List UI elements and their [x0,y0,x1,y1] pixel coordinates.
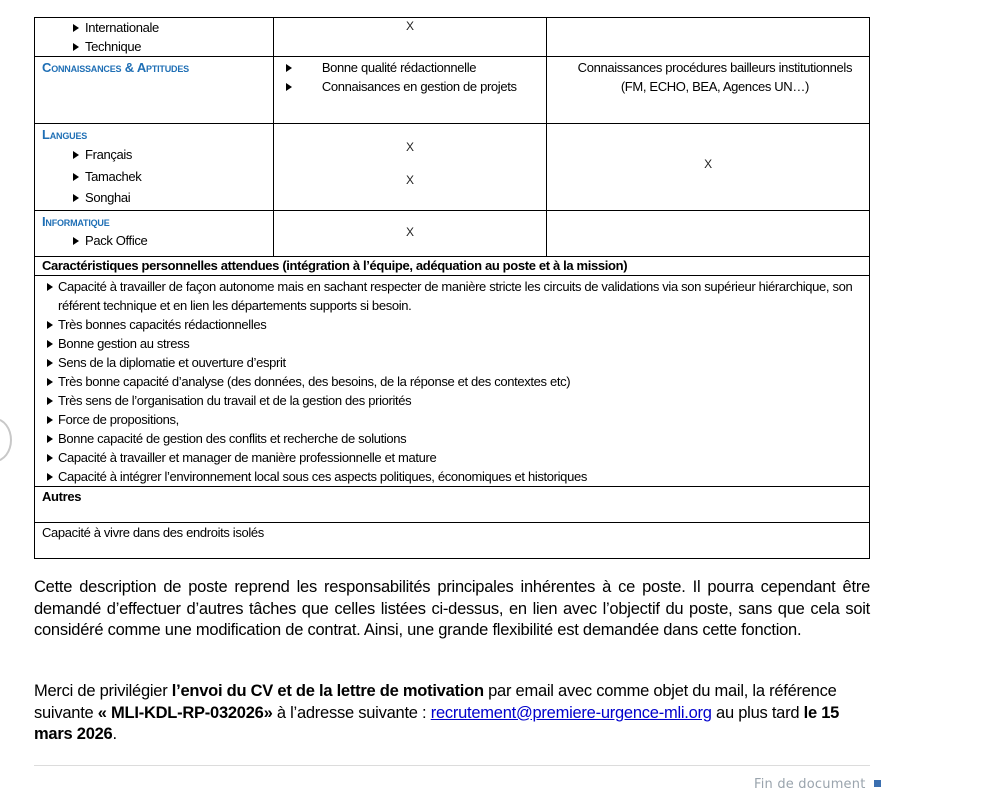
bullet-triangle-icon [47,359,53,367]
bullet-triangle-icon [47,435,53,443]
end-of-document-label: Fin de document [754,777,881,792]
experience-required-cell [273,18,546,57]
personal-title-cell [35,257,870,276]
bullet-triangle-icon [73,173,79,181]
bullet-triangle-icon [47,378,53,386]
list-item: Français [35,144,273,166]
table-row-personal-list [35,276,870,487]
list-item: Capacité à travailler et manager de manière professionnelle et mature [45,448,869,467]
list-item: Tamachek [35,166,273,187]
languages-desired-cell [546,124,869,211]
bullet-triangle-icon [47,416,53,424]
list-item: Bonne capacité de gestion des conflits et recherche de solutions [45,429,869,448]
table-row-others-text [35,523,870,559]
bullet-triangle-icon [47,283,53,291]
section-heading: Connaissances & Aptitudes [42,60,189,75]
list-item: Connaisances en gestion de projets [274,77,546,96]
section-title: Caractéristiques personnelles attendues (intégration à l’équipe, adéquation au poste et à la mission) [42,258,628,273]
recruitment-email-link[interactable]: recrutement@premiere-urgence-mli.org [430,703,712,722]
list-item: Très bonne capacité d’analyse (des données, des besoins, de la réponse et des contextes etc) [45,372,869,391]
list-item: Très sens de l’organisation du travail et de la gestion des priorités [45,391,869,410]
requirements-table [34,17,870,559]
bullet-triangle-icon [47,473,53,481]
check-mark: X [406,225,414,239]
experience-cell [35,18,274,57]
bullet-triangle-icon [286,64,292,72]
bullet-triangle-icon [47,340,53,348]
list-item: Songhai [35,187,273,208]
bullet-triangle-icon [286,83,292,91]
table-row-languages [35,124,870,211]
experience-desired-cell [546,18,869,57]
list-item: Bonne qualité rédactionnelle [274,58,546,77]
section-heading: Langues [42,127,88,142]
list-item: Très bonnes capacités rédactionnelles [45,315,869,334]
end-square-icon [874,780,881,787]
bullet-triangle-icon [47,321,53,329]
application-instructions: Merci de privilégier l’envoi du CV et de la lettre de motivation par email avec comme objet du mail, la référence suivante « MLI-KDL-RP-032026» à l’adresse suivante : recrutement@premiere-urgence-mli.org au plus tard le 15 mars 2026. [34,682,840,743]
table-row-personal-title [35,257,870,276]
list-item: Capacité à travailler de façon autonome mais en sachant respecter de manière stricte les circuits de validations via son supérieur hiérarchique, son référent technique et en lien les départements supports si besoin. [45,277,869,315]
list-item: Internationale [35,18,273,37]
bullet-triangle-icon [73,24,79,32]
scroll-indicator-icon[interactable] [0,418,12,462]
check-mark: X [704,157,712,171]
divider [34,765,870,766]
list-item: Capacité à intégrer l’environnement local sous ces aspects politiques, économiques et historiques [45,467,869,486]
list-item: Sens de la diplomatie et ouverture d’esprit [45,353,869,372]
section-heading: Informatique [42,214,110,229]
others-text-cell [35,523,870,559]
personal-list-cell [35,276,870,487]
knowledge-desired-cell [546,57,869,124]
others-text: Capacité à vivre dans des endroits isolés [42,525,264,540]
job-description-note: Cette description de poste reprend les responsabilités principales inhérentes à ce poste. Il pourra cependant être demandé d’effectuer d’autres tâches que celles listées ci-dessus, en lien avec l’objectif du poste, sans que cela soit considéré comme une modification de contrat. Ainsi, une grande flexibilité est demandée dans cette fonction. [34,578,870,639]
knowledge-heading-cell [35,57,274,124]
list-item: Connaissances procédures bailleurs institutionnels (FM, ECHO, BEA, Agences UN…) [577,60,853,94]
check-mark: X [406,19,414,33]
table-row-others-title [35,487,870,523]
list-item: Force de propositions, [45,410,869,429]
others-title-cell [35,487,870,523]
it-required-cell [273,211,546,257]
bullet-triangle-icon [47,397,53,405]
languages-required-cell [273,124,546,211]
section-title: Autres [42,489,82,504]
personal-traits-list [35,276,869,486]
list-item: Technique [35,37,273,56]
check-mark: X [406,173,414,187]
table-row-experience [35,18,870,57]
it-desired-cell [546,211,869,257]
list-item: Pack Office [35,231,273,251]
bullet-triangle-icon [73,194,79,202]
table-row-it [35,211,870,257]
it-heading-cell [35,211,274,257]
list-item: Bonne gestion au stress [45,334,869,353]
bullet-triangle-icon [47,454,53,462]
check-mark: X [406,140,414,154]
bullet-triangle-icon [73,43,79,51]
languages-heading-cell [35,124,274,211]
bullet-triangle-icon [73,151,79,159]
knowledge-required-cell [273,57,546,124]
table-row-knowledge [35,57,870,124]
bullet-triangle-icon [73,237,79,245]
